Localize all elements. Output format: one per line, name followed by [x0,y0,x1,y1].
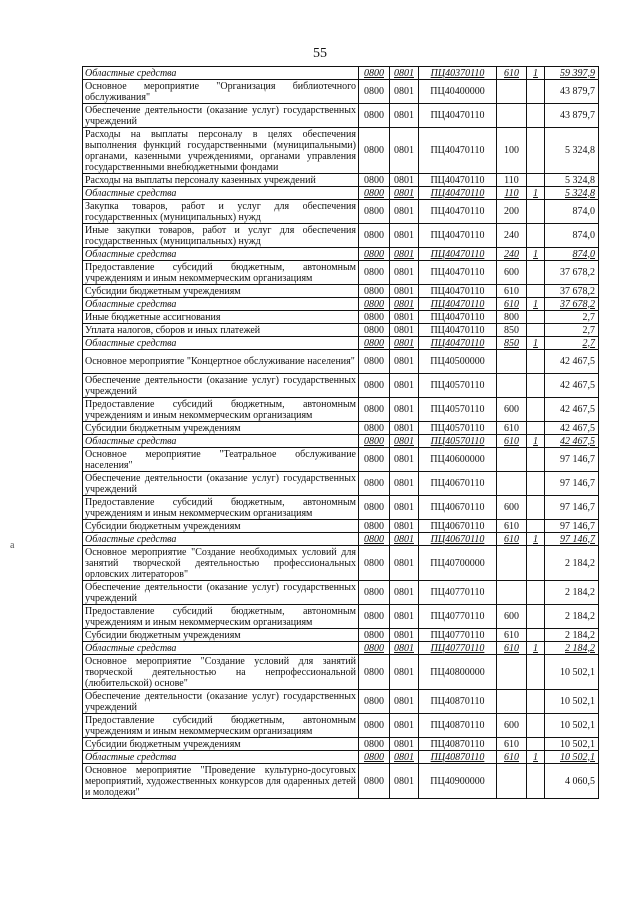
table-row [83,337,599,350]
row-source-code-cell [527,605,545,629]
row-section-cell: 0800 [359,350,390,374]
row-source-code-cell [527,581,545,605]
row-subsection-cell: 0801 [390,655,419,690]
row-name-cell: Обеспечение деятельности (оказание услуг) государственных учреждений [83,690,359,714]
row-amount-cell: 42 467,5 [545,398,599,422]
row-expense-type-cell: 600 [497,398,527,422]
row-expense-type-cell [497,655,527,690]
row-subsection-cell: 0801 [390,80,419,104]
row-source-code-cell: 1 [527,187,545,200]
row-expense-type-cell: 610 [497,533,527,546]
row-amount-cell: 59 397,9 [545,67,599,80]
row-section-cell: 0800 [359,311,390,324]
row-expense-type-cell [497,690,527,714]
row-section-cell: 0800 [359,642,390,655]
row-target-article-cell: ПЦ40470110 [419,261,497,285]
table-row [83,520,599,533]
row-source-code-cell [527,128,545,174]
row-expense-type-cell [497,350,527,374]
row-name-cell: Уплата налогов, сборов и иных платежей [83,324,359,337]
row-target-article-cell: ПЦ40470110 [419,104,497,128]
row-subsection-cell: 0801 [390,520,419,533]
row-expense-type-cell: 610 [497,298,527,311]
row-section-cell: 0800 [359,285,390,298]
row-name-cell: Областные средства [83,187,359,200]
row-name-cell: Предоставление субсидий бюджетным, автономным учреждениям и иным некоммерческим организациям [83,496,359,520]
row-section-cell: 0800 [359,472,390,496]
table-row [83,546,599,581]
row-subsection-cell: 0801 [390,714,419,738]
row-expense-type-cell: 610 [497,285,527,298]
table-row [83,174,599,187]
row-expense-type-cell: 600 [497,605,527,629]
row-source-code-cell: 1 [527,67,545,80]
row-amount-cell: 97 146,7 [545,472,599,496]
row-name-cell: Предоставление субсидий бюджетным, автономным учреждениям и иным некоммерческим организациям [83,261,359,285]
row-section-cell: 0800 [359,200,390,224]
row-section-cell: 0800 [359,605,390,629]
row-target-article-cell: ПЦ40670110 [419,533,497,546]
row-subsection-cell: 0801 [390,285,419,298]
row-target-article-cell: ПЦ40670110 [419,496,497,520]
row-amount-cell: 2 184,2 [545,546,599,581]
row-target-article-cell: ПЦ40470110 [419,200,497,224]
row-source-code-cell [527,764,545,799]
row-expense-type-cell: 610 [497,629,527,642]
row-target-article-cell: ПЦ40470110 [419,285,497,298]
row-subsection-cell: 0801 [390,496,419,520]
row-section-cell: 0800 [359,80,390,104]
row-subsection-cell: 0801 [390,374,419,398]
table-row [83,448,599,472]
row-subsection-cell: 0801 [390,472,419,496]
row-subsection-cell: 0801 [390,738,419,751]
row-subsection-cell: 0801 [390,128,419,174]
row-amount-cell: 43 879,7 [545,80,599,104]
row-section-cell: 0800 [359,374,390,398]
table-row [83,285,599,298]
table-row [83,605,599,629]
row-subsection-cell: 0801 [390,629,419,642]
row-name-cell: Обеспечение деятельности (оказание услуг) государственных учреждений [83,374,359,398]
row-target-article-cell: ПЦ40470110 [419,187,497,200]
row-name-cell: Основное мероприятие "Концертное обслуживание населения" [83,350,359,374]
row-amount-cell: 42 467,5 [545,374,599,398]
row-section-cell: 0800 [359,422,390,435]
row-expense-type-cell: 200 [497,200,527,224]
row-amount-cell: 42 467,5 [545,435,599,448]
row-name-cell: Областные средства [83,248,359,261]
row-subsection-cell: 0801 [390,350,419,374]
row-source-code-cell [527,80,545,104]
row-source-code-cell [527,174,545,187]
row-name-cell: Основное мероприятие "Создание необходимых условий для занятий творческой деятельностью профессиональных орловских литераторов" [83,546,359,581]
row-name-cell: Обеспечение деятельности (оказание услуг) государственных учреждений [83,104,359,128]
row-target-article-cell: ПЦ40670110 [419,472,497,496]
row-amount-cell: 874,0 [545,200,599,224]
row-expense-type-cell: 850 [497,337,527,350]
table-row [83,738,599,751]
row-name-cell: Закупка товаров, работ и услуг для обеспечения государственных (муниципальных) нужд [83,200,359,224]
table-row [83,422,599,435]
row-amount-cell: 37 678,2 [545,285,599,298]
row-expense-type-cell: 610 [497,422,527,435]
row-subsection-cell: 0801 [390,581,419,605]
table-row [83,248,599,261]
row-source-code-cell [527,714,545,738]
row-amount-cell: 4 060,5 [545,764,599,799]
row-section-cell: 0800 [359,581,390,605]
row-target-article-cell: ПЦ40470110 [419,311,497,324]
row-amount-cell: 10 502,1 [545,714,599,738]
table-row [83,80,599,104]
row-target-article-cell: ПЦ40800000 [419,655,497,690]
row-name-cell: Областные средства [83,642,359,655]
table-row [83,533,599,546]
row-subsection-cell: 0801 [390,398,419,422]
row-target-article-cell: ПЦ40570110 [419,435,497,448]
page-number: 55 [313,46,327,61]
table-row [83,324,599,337]
row-source-code-cell [527,285,545,298]
row-target-article-cell: ПЦ40470110 [419,174,497,187]
row-name-cell: Областные средства [83,67,359,80]
row-amount-cell: 874,0 [545,224,599,248]
row-expense-type-cell [497,472,527,496]
row-section-cell: 0800 [359,67,390,80]
row-expense-type-cell: 600 [497,496,527,520]
row-section-cell: 0800 [359,104,390,128]
row-name-cell: Областные средства [83,751,359,764]
row-name-cell: Областные средства [83,533,359,546]
row-expense-type-cell [497,104,527,128]
row-expense-type-cell: 110 [497,187,527,200]
row-target-article-cell: ПЦ40870110 [419,690,497,714]
row-source-code-cell [527,472,545,496]
row-expense-type-cell: 610 [497,435,527,448]
row-section-cell: 0800 [359,174,390,187]
row-target-article-cell: ПЦ40470110 [419,324,497,337]
row-amount-cell: 10 502,1 [545,751,599,764]
row-section-cell: 0800 [359,714,390,738]
row-section-cell: 0800 [359,533,390,546]
row-expense-type-cell [497,764,527,799]
table-row [83,581,599,605]
row-section-cell: 0800 [359,546,390,581]
row-source-code-cell: 1 [527,533,545,546]
row-expense-type-cell: 100 [497,128,527,174]
row-name-cell: Субсидии бюджетным учреждениям [83,285,359,298]
row-amount-cell: 2 184,2 [545,605,599,629]
row-source-code-cell [527,350,545,374]
row-section-cell: 0800 [359,690,390,714]
row-amount-cell: 37 678,2 [545,261,599,285]
row-amount-cell: 2 184,2 [545,581,599,605]
row-target-article-cell: ПЦ40770110 [419,581,497,605]
row-section-cell: 0800 [359,398,390,422]
row-amount-cell: 43 879,7 [545,104,599,128]
row-expense-type-cell: 600 [497,714,527,738]
row-target-article-cell: ПЦ40570110 [419,374,497,398]
row-amount-cell: 2 184,2 [545,642,599,655]
table-row [83,629,599,642]
row-subsection-cell: 0801 [390,751,419,764]
row-source-code-cell: 1 [527,248,545,261]
row-source-code-cell: 1 [527,751,545,764]
row-target-article-cell: ПЦ40500000 [419,350,497,374]
row-target-article-cell: ПЦ40470110 [419,248,497,261]
row-target-article-cell: ПЦ40600000 [419,448,497,472]
row-source-code-cell [527,311,545,324]
row-name-cell: Предоставление субсидий бюджетным, автономным учреждениям и иным некоммерческим организациям [83,605,359,629]
table-row [83,298,599,311]
row-expense-type-cell [497,581,527,605]
table-row [83,496,599,520]
row-target-article-cell: ПЦ40470110 [419,298,497,311]
row-name-cell: Основное мероприятие "Проведение культурно-досуговых мероприятий, художественных конкурсов для одаренных детей и молодежи" [83,764,359,799]
row-subsection-cell: 0801 [390,642,419,655]
row-subsection-cell: 0801 [390,200,419,224]
row-name-cell: Расходы на выплаты персоналу казенных учреждений [83,174,359,187]
row-name-cell: Предоставление субсидий бюджетным, автономным учреждениям и иным некоммерческим организациям [83,714,359,738]
row-section-cell: 0800 [359,520,390,533]
row-target-article-cell: ПЦ40700000 [419,546,497,581]
table-row [83,642,599,655]
row-source-code-cell [527,496,545,520]
row-source-code-cell [527,324,545,337]
row-section-cell: 0800 [359,128,390,174]
row-target-article-cell: ПЦ40470110 [419,128,497,174]
table-row [83,690,599,714]
row-section-cell: 0800 [359,629,390,642]
table-row [83,128,599,174]
row-expense-type-cell: 610 [497,751,527,764]
row-expense-type-cell: 600 [497,261,527,285]
row-source-code-cell [527,690,545,714]
table-row [83,714,599,738]
row-source-code-cell [527,200,545,224]
row-expense-type-cell: 610 [497,520,527,533]
table-row [83,200,599,224]
row-expense-type-cell: 850 [497,324,527,337]
row-target-article-cell: ПЦ40400000 [419,80,497,104]
row-subsection-cell: 0801 [390,605,419,629]
table-row [83,104,599,128]
row-amount-cell: 97 146,7 [545,520,599,533]
row-subsection-cell: 0801 [390,435,419,448]
budget-table [82,66,599,799]
table-row [83,398,599,422]
row-subsection-cell: 0801 [390,248,419,261]
row-source-code-cell [527,104,545,128]
row-source-code-cell [527,261,545,285]
row-subsection-cell: 0801 [390,448,419,472]
row-section-cell: 0800 [359,337,390,350]
row-name-cell: Субсидии бюджетным учреждениям [83,629,359,642]
row-expense-type-cell: 240 [497,248,527,261]
row-source-code-cell [527,738,545,751]
row-section-cell: 0800 [359,224,390,248]
row-target-article-cell: ПЦ40470110 [419,224,497,248]
row-target-article-cell: ПЦ40770110 [419,642,497,655]
row-source-code-cell: 1 [527,642,545,655]
row-name-cell: Субсидии бюджетным учреждениям [83,520,359,533]
row-section-cell: 0800 [359,655,390,690]
row-name-cell: Субсидии бюджетным учреждениям [83,422,359,435]
row-amount-cell: 97 146,7 [545,533,599,546]
table-body [83,67,599,799]
row-section-cell: 0800 [359,764,390,799]
row-source-code-cell [527,629,545,642]
row-name-cell: Субсидии бюджетным учреждениям [83,738,359,751]
row-expense-type-cell [497,80,527,104]
row-target-article-cell: ПЦ40870110 [419,714,497,738]
row-target-article-cell: ПЦ40770110 [419,605,497,629]
row-subsection-cell: 0801 [390,187,419,200]
row-amount-cell: 874,0 [545,248,599,261]
row-target-article-cell: ПЦ40870110 [419,751,497,764]
row-subsection-cell: 0801 [390,533,419,546]
row-expense-type-cell [497,374,527,398]
row-section-cell: 0800 [359,435,390,448]
row-name-cell: Иные закупки товаров, работ и услуг для обеспечения государственных (муниципальных) нужд [83,224,359,248]
row-expense-type-cell: 610 [497,642,527,655]
row-subsection-cell: 0801 [390,298,419,311]
row-subsection-cell: 0801 [390,764,419,799]
row-name-cell: Областные средства [83,435,359,448]
row-source-code-cell [527,224,545,248]
row-amount-cell: 10 502,1 [545,690,599,714]
row-name-cell: Основное мероприятие "Организация библиотечного обслуживания" [83,80,359,104]
row-section-cell: 0800 [359,187,390,200]
row-section-cell: 0800 [359,298,390,311]
row-amount-cell: 10 502,1 [545,655,599,690]
row-target-article-cell: ПЦ40570110 [419,422,497,435]
row-source-code-cell [527,422,545,435]
row-amount-cell: 42 467,5 [545,422,599,435]
row-name-cell: Областные средства [83,298,359,311]
row-subsection-cell: 0801 [390,546,419,581]
table-row [83,187,599,200]
row-target-article-cell: ПЦ40670110 [419,520,497,533]
row-source-code-cell [527,374,545,398]
table-row [83,67,599,80]
row-target-article-cell: ПЦ40870110 [419,738,497,751]
row-amount-cell: 37 678,2 [545,298,599,311]
row-amount-cell: 2,7 [545,324,599,337]
row-source-code-cell: 1 [527,435,545,448]
row-name-cell: Основное мероприятие "Создание условий для занятий творческой деятельностью на непрофессиональной (любительской) основе" [83,655,359,690]
row-section-cell: 0800 [359,324,390,337]
table-row [83,261,599,285]
row-subsection-cell: 0801 [390,311,419,324]
row-name-cell: Предоставление субсидий бюджетным, автономным учреждениям и иным некоммерческим организациям [83,398,359,422]
row-name-cell: Расходы на выплаты персоналу в целях обеспечения выполнения функций государственными (муниципальными) органами, казенными учреждениями, органами управления государственными внебюджетными фондами [83,128,359,174]
row-amount-cell: 42 467,5 [545,350,599,374]
row-expense-type-cell: 240 [497,224,527,248]
row-target-article-cell: ПЦ40370110 [419,67,497,80]
row-subsection-cell: 0801 [390,67,419,80]
row-amount-cell: 2,7 [545,337,599,350]
row-section-cell: 0800 [359,751,390,764]
row-section-cell: 0800 [359,448,390,472]
table-row [83,350,599,374]
row-expense-type-cell [497,546,527,581]
row-source-code-cell: 1 [527,337,545,350]
row-amount-cell: 5 324,8 [545,187,599,200]
row-expense-type-cell: 800 [497,311,527,324]
row-target-article-cell: ПЦ40770110 [419,629,497,642]
table-row [83,224,599,248]
row-amount-cell: 5 324,8 [545,174,599,187]
row-amount-cell: 10 502,1 [545,738,599,751]
row-subsection-cell: 0801 [390,174,419,187]
row-subsection-cell: 0801 [390,104,419,128]
table-row [83,435,599,448]
row-amount-cell: 2 184,2 [545,629,599,642]
row-section-cell: 0800 [359,261,390,285]
row-expense-type-cell: 110 [497,174,527,187]
row-subsection-cell: 0801 [390,337,419,350]
row-expense-type-cell [497,448,527,472]
row-amount-cell: 2,7 [545,311,599,324]
row-expense-type-cell: 610 [497,738,527,751]
row-source-code-cell [527,520,545,533]
table-row [83,751,599,764]
row-expense-type-cell: 610 [497,67,527,80]
row-section-cell: 0800 [359,738,390,751]
table-row [83,311,599,324]
row-target-article-cell: ПЦ40900000 [419,764,497,799]
row-source-code-cell [527,546,545,581]
row-source-code-cell [527,655,545,690]
row-section-cell: 0800 [359,248,390,261]
row-name-cell: Обеспечение деятельности (оказание услуг) государственных учреждений [83,581,359,605]
table-row [83,374,599,398]
row-subsection-cell: 0801 [390,690,419,714]
row-subsection-cell: 0801 [390,261,419,285]
row-name-cell: Основное мероприятие "Театральное обслуживание населения" [83,448,359,472]
row-amount-cell: 97 146,7 [545,496,599,520]
row-amount-cell: 5 324,8 [545,128,599,174]
table-row [83,472,599,496]
row-name-cell: Иные бюджетные ассигнования [83,311,359,324]
row-source-code-cell [527,398,545,422]
row-subsection-cell: 0801 [390,224,419,248]
table-row [83,655,599,690]
row-section-cell: 0800 [359,496,390,520]
row-source-code-cell: 1 [527,298,545,311]
row-name-cell: Обеспечение деятельности (оказание услуг) государственных учреждений [83,472,359,496]
row-source-code-cell [527,448,545,472]
row-target-article-cell: ПЦ40470110 [419,337,497,350]
row-amount-cell: 97 146,7 [545,448,599,472]
table-row [83,764,599,799]
row-name-cell: Областные средства [83,337,359,350]
row-target-article-cell: ПЦ40570110 [419,398,497,422]
row-subsection-cell: 0801 [390,324,419,337]
side-mark: а [10,540,15,551]
row-subsection-cell: 0801 [390,422,419,435]
